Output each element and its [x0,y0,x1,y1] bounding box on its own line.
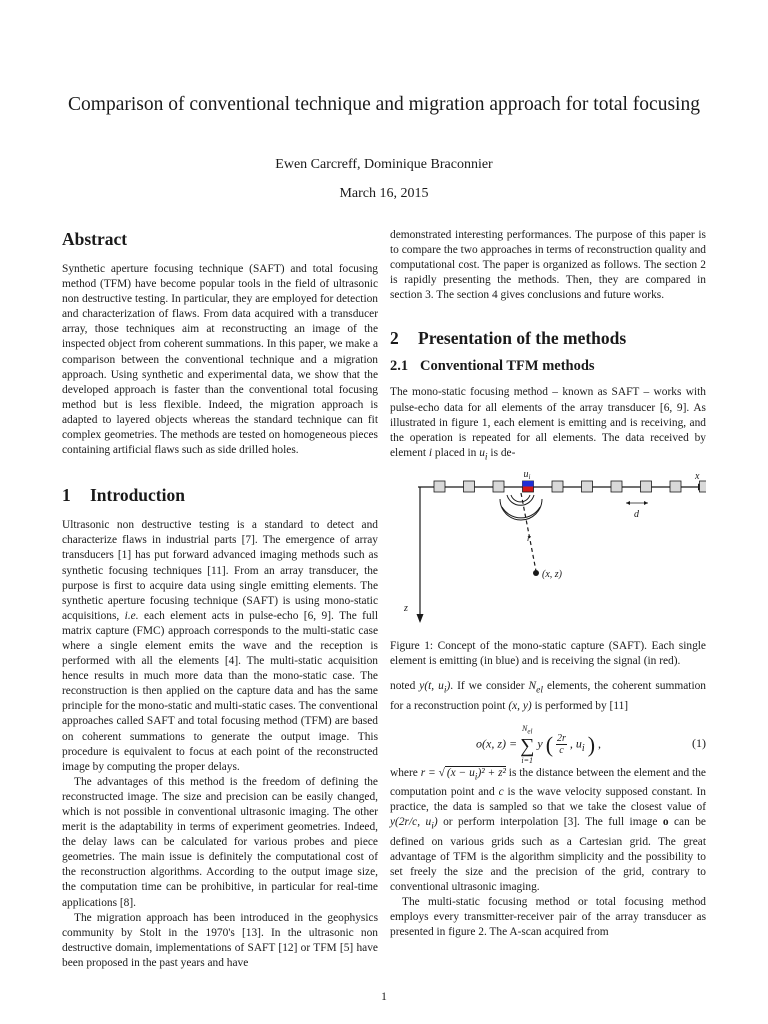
label-x: x [695,471,700,483]
section-heading-methods [390,327,706,349]
methods-paragraph-4: The multi-static focusing method or total focusing method employs every transmitter-receiver pair of the array transducer as presented in figure 2. The A-scan acquired from [390,896,706,939]
equation-number: (1) [692,735,706,750]
array-element [434,481,445,492]
active-element-emit [523,481,534,487]
label-z: z [404,603,408,615]
right-column [390,228,706,940]
equation-1: o(x, z) = $N_{el}$ ∑ i=1 y ( $\frac{2r}{c}$ , $u_i$ ) , (1) [476,723,706,766]
subsection-title: Conventional TFM methods [420,358,595,375]
array-element [493,481,504,492]
label-r: r [527,533,531,545]
label-d: d [634,509,639,521]
equation-lhs: o(x, z) = [476,736,521,751]
section-number: 2 [390,328,399,349]
array-element [670,481,681,492]
fraction-2r-over-c: $\frac{2r}{c}$ [557,733,566,757]
section-number: 1 [62,485,71,506]
array-element [611,481,622,492]
date: March 16, 2015 [339,186,429,201]
subsection-number: 2.1 [390,358,409,375]
label-ui: $u_i$ [523,471,531,482]
methods-paragraph-1: The mono-static focusing method – known as SAFT – works with pulse-echo data for all elements of the array transducer [6, 9]. As illustrated in figure 1, each element is emitting and is receiving, and the operation is repeated for all elements. The data received by element i placed in $u_i$ is de- [390,386,706,463]
intro-paragraph-1: Ultrasonic non destructive testing is a standard to detect and characterize flaws in industrial parts [7]. The emergence of array transducers [1] has put forward advanced imaging methods such as synthetic focusing techniques [11]. From an array transducer, the purpose is first to acquire data using single emitting elements. The synthetic aperture focusing technique (SAFT) is using mono-static acquisitions, i.e. each element acts in pulse-echo [6, 9]. The full matrix capture (FMC) approach corresponds to the multi-static case where a single element emits the wave and the reception is performed with all the elements [4]. The multi-static acquisition hence results in much more data than the mono-static case. The reconstruction is then applied on the capture data and has the same principle for the mono-static and multi-static cases. The conventional approaches called SAFT and total focusing method (TFM) are based on coherent summations to generate the output image. This procedure is equivalent to focus at each point of the reconstructed image by computing the proper delays. [62,519,378,773]
intro-paragraph-2: The advantages of this method is the freedom of defining the reconstructed image. The size and precision can be easily changed, which is not possible in conventional ultrasonic imaging. The other merit is the adaptability in terms of experiment geometries. Indeed, the delay laws can be calculated for various probes and piece geometries. The main issue is definitely the computational cost of the reconstruction algorithms. According to the output image size, the computation time can be prohibitive, in particular for real-time applications [8]. [62,775,378,909]
abstract-heading: Abstract [62,229,128,249]
section-title: Presentation of the methods [418,328,627,349]
methods-paragraph-3: where r = √ $(x - u_i)^2 + z^2$ is the distance between the element and the computation point and c is the wave velocity supposed constant. In practice, the data is sampled so that we take the closest value of y(2r/c, $u_i$) or perform interpolation [3]. The full image o can be defined on various grids such as a Cartesian grid. The great advantage of TFM is the algorithm simplicity and the possibility to set freely the size and the precision of the grid, contrary to conventional ultrasonic imaging. [390,766,706,894]
pitch-marker [626,501,648,505]
paper-title: Comparison of conventional technique and migration approach for total focusing [68,94,700,115]
reconstruction-point [533,570,539,576]
subsection-heading-tfm [390,357,706,375]
intro-continuation: demonstrated interesting performances. The purpose of this paper is to compare the two approaches in terms of reconstruction quality and computational cost. The paper is organized as follows. The section 2 is rapidly presenting the methods. Then, they are compared in section 3. The section 4 gives conclusions and future works. [390,229,706,302]
z-axis-arrowhead [417,614,424,623]
array-element [582,481,593,492]
authors: Ewen Carcreff, Dominique Braconnier [275,157,493,172]
page-number: 1 [381,991,387,1003]
intro-paragraph-3: The migration approach has been introduced in the geophysics community by Stolt in the 1970's [13]. In the ultrasonic non destructive domain, implementations of SAFT [12] or TFM [5] have been proposed in the past years and have [62,911,378,969]
figure-1-diagram [390,471,706,633]
array-element [700,481,707,492]
label-point: (x, z) [542,569,562,581]
section-heading-introduction [62,484,378,506]
figure-1-caption: Figure 1: Concept of the mono-static capture (SAFT). Each single element is emitting (in blue) and is receiving the signal (in red). [390,640,706,668]
abstract-text: Synthetic aperture focusing technique (SAFT) and total focusing method (TFM) have become popular tools in the field of ultrasonic non destructive testing. In particular, they are employed for detection and characterization of flaws. From data acquired with a transducer array, those techniques aim at reconstructing an image of the inspected object from coherent summations. In this paper, we make a comparison between the conventional technique and a migration approach. Using synthetic and experimental data, we show that the developed approach is faster than the conventional total focusing method but is less flexible. Indeed, the migration approach is adapted to layered objects whereas the standard technique can fit complex geometries. The methods are tested on homogeneous pieces containing artificial flaws such as side drilled holes. [62,263,378,457]
section-title: Introduction [90,485,185,506]
emission-waves [500,495,542,520]
methods-paragraph-2: noted y(t, $u_i$). If we consider $N_{el}$ elements, the coherent summation for a reconstruction point (x, y) is performed by [11] [390,680,706,712]
array-element [641,481,652,492]
sum-symbol: $N_{el}$ ∑ i=1 [520,723,535,766]
array-element [464,481,475,492]
array-element [552,481,563,492]
left-column [62,228,378,971]
